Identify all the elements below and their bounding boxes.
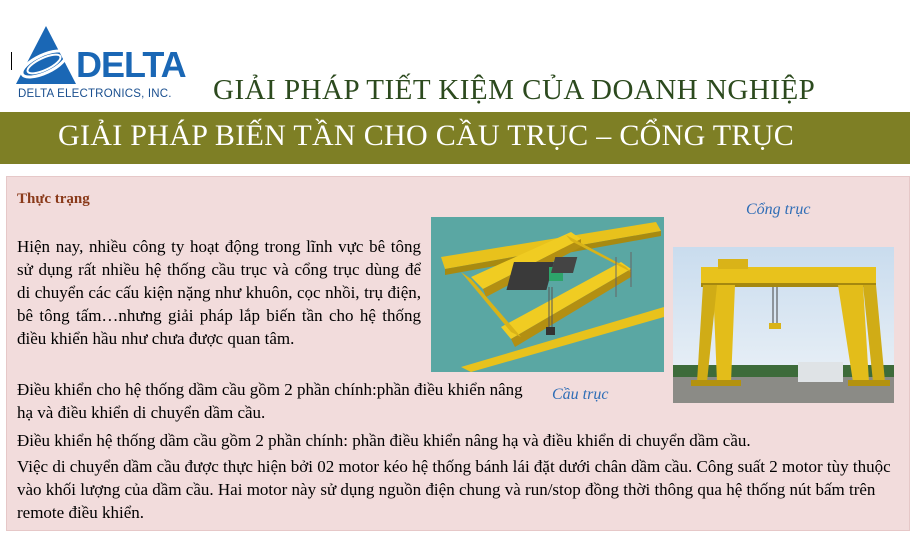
page-headline: GIẢI PHÁP TIẾT KIỆM CỦA DOANH NGHIỆP [213, 74, 816, 106]
delta-triangle-icon [14, 24, 78, 88]
paragraph-motor: Việc di chuyển dầm cầu được thực hiện bởi 02 motor kéo hệ thống bánh lái đặt dưới chân dầm cầu. Công suất 2 motor tùy thuộc vào khối lượng của dầm cầu. Hai motor này sử dụng nguồn điện chung và run/stop đồng thời thông qua hệ thống nút bấm trên remote điều khiển. [17, 457, 891, 522]
bridge-crane-image [431, 217, 664, 372]
logo-subtitle: DELTA ELECTRONICS, INC. [18, 88, 172, 100]
gantry-crane-image [673, 247, 894, 403]
paragraph-intro: Hiện nay, nhiều công ty hoạt động trong lĩnh vực bê tông sử dụng rất nhiều hệ thống cầu trục và cổng trục dùng để di chuyển các cấu kiện nặng như khuôn, cọc nhồi, trụ điện, bê tông tấm…nhưng giải pháp lắp biến tần cho hệ thống điều khiển hầu như chưa được quan tâm. [17, 237, 421, 348]
gantry-crane-caption: Cổng trục [746, 201, 811, 218]
text-cursor [11, 52, 12, 70]
band-title: GIẢI PHÁP BIẾN TẦN CHO CẦU TRỤC – CỔNG TRỤC [58, 119, 795, 152]
bridge-crane-caption: Cầu trục [552, 386, 609, 403]
delta-logo [14, 24, 190, 104]
paragraph-control: Điều khiển cho hệ thống dầm cầu gồm 2 phần chính:phần điều khiển nâng hạ và điều khiển di chuyển dầm cầu. [17, 380, 523, 422]
logo-brand: DELTA [76, 44, 186, 85]
section-label: Thực trạng [17, 191, 90, 207]
paragraph-control-repeat: Điều khiển hệ thống dầm cầu gồm 2 phần chính: phần điều khiển nâng hạ và điều khiển di chuyển dầm cầu. [17, 431, 751, 450]
